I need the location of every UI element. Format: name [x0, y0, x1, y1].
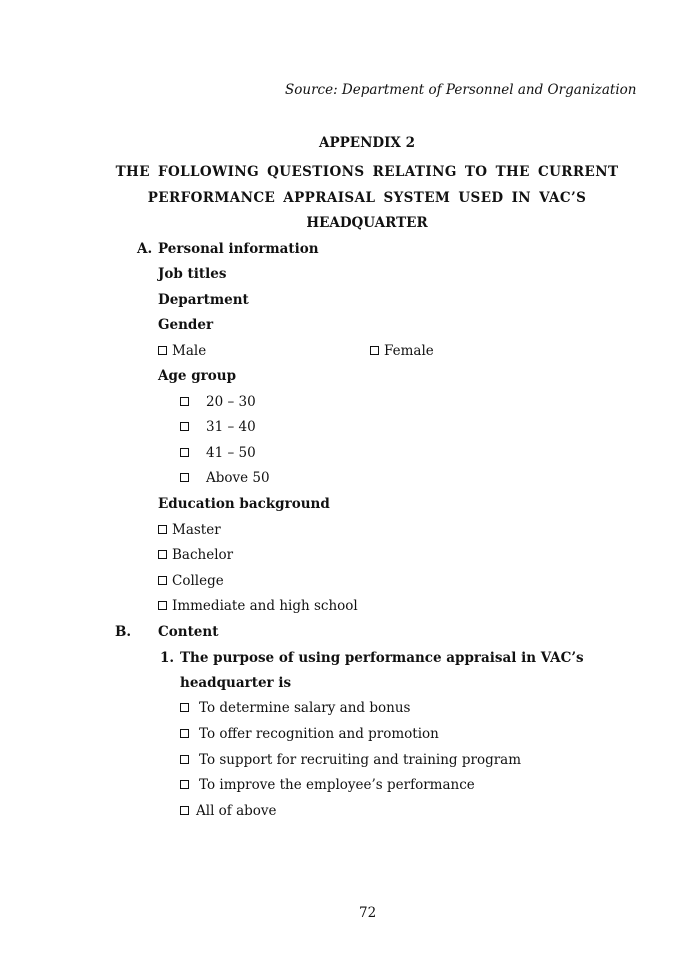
education-label: Education background: [158, 496, 330, 512]
checkbox-icon[interactable]: [180, 448, 189, 457]
age-option[interactable]: [180, 469, 270, 487]
education-option[interactable]: [158, 597, 358, 615]
option-label: To improve the employee’s performance: [199, 777, 475, 793]
option-label: Immediate and high school: [172, 598, 358, 614]
question-number: 1.: [160, 650, 175, 666]
education-option[interactable]: [158, 572, 224, 590]
page-number: 72: [359, 905, 377, 921]
question-text-line-2: headquarter is: [180, 675, 292, 691]
purpose-option[interactable]: [180, 776, 475, 794]
option-label: To offer recognition and promotion: [199, 726, 439, 742]
department-label: Department: [158, 292, 249, 308]
option-label: Master: [172, 522, 221, 538]
age-group-label: Age group: [158, 368, 237, 384]
checkbox-icon[interactable]: [180, 422, 189, 431]
gender-option-female[interactable]: [370, 342, 434, 360]
option-label: Female: [384, 343, 434, 359]
gender-option-male[interactable]: [158, 342, 206, 360]
purpose-option[interactable]: [180, 699, 410, 717]
option-label: Above 50: [206, 470, 270, 486]
checkbox-icon[interactable]: [180, 806, 189, 815]
job-titles-label: Job titles: [158, 266, 227, 282]
purpose-option[interactable]: [180, 725, 439, 743]
heading-line-1: THE FOLLOWING QUESTIONS RELATING TO THE CURRENT: [115, 164, 619, 180]
section-a-label: A.: [137, 241, 153, 257]
education-option[interactable]: [158, 521, 221, 539]
section-b-label: B.: [115, 624, 132, 640]
option-label: To support for recruiting and training program: [199, 752, 522, 768]
checkbox-icon[interactable]: [180, 397, 189, 406]
purpose-option[interactable]: [180, 751, 521, 769]
age-option[interactable]: [180, 444, 256, 462]
heading-line-2: PERFORMANCE APPRAISAL SYSTEM USED IN VAC’S: [147, 190, 587, 206]
option-label: All of above: [196, 803, 277, 819]
heading-line-3: HEADQUARTER: [306, 215, 428, 231]
section-b-title: Content: [158, 624, 219, 640]
option-label: Bachelor: [172, 547, 234, 563]
section-a-title: Personal information: [158, 241, 319, 257]
checkbox-icon[interactable]: [180, 703, 189, 712]
checkbox-icon[interactable]: [158, 346, 167, 355]
purpose-option[interactable]: [180, 802, 277, 820]
option-label: To determine salary and bonus: [199, 700, 411, 716]
source-note: Source: Department of Personnel and Organization: [285, 82, 637, 98]
age-option[interactable]: [180, 393, 256, 411]
option-label: Male: [172, 343, 207, 359]
option-label: College: [172, 573, 224, 589]
checkbox-icon[interactable]: [158, 576, 167, 585]
checkbox-icon[interactable]: [158, 550, 167, 559]
checkbox-icon[interactable]: [180, 473, 189, 482]
checkbox-icon[interactable]: [180, 755, 189, 764]
option-label: 31 – 40: [206, 419, 256, 435]
option-label: 20 – 30: [206, 394, 256, 410]
checkbox-icon[interactable]: [158, 525, 167, 534]
checkbox-icon[interactable]: [180, 729, 189, 738]
checkbox-icon[interactable]: [370, 346, 379, 355]
question-text-line-1: The purpose of using performance appraisal in VAC’s: [180, 650, 584, 666]
education-option[interactable]: [158, 546, 233, 564]
option-label: 41 – 50: [206, 445, 256, 461]
checkbox-icon[interactable]: [158, 601, 167, 610]
gender-label: Gender: [158, 317, 214, 333]
appendix-title: APPENDIX 2: [319, 135, 415, 151]
checkbox-icon[interactable]: [180, 780, 189, 789]
age-option[interactable]: [180, 418, 256, 436]
